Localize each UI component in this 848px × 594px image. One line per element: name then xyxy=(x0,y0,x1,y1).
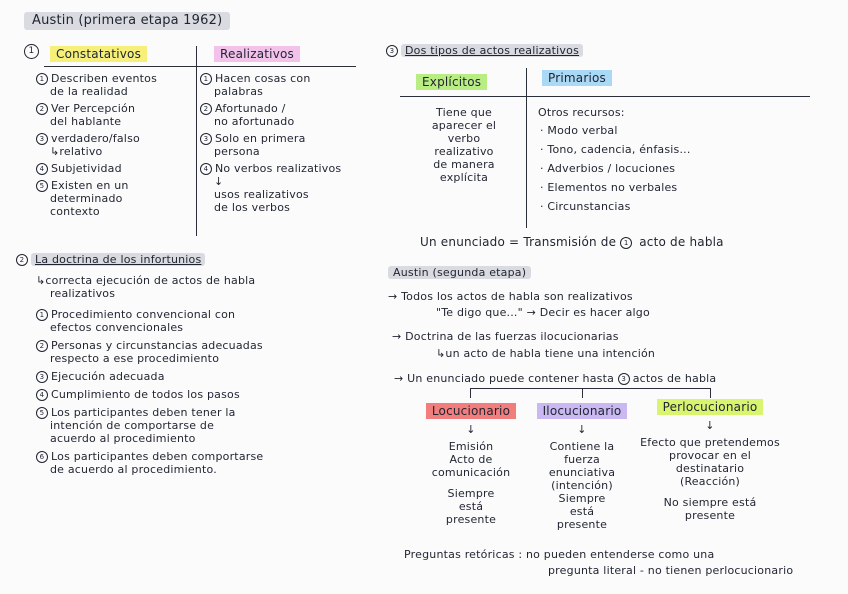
number-marker: 4 xyxy=(200,163,212,175)
primarios-list xyxy=(540,124,691,219)
number-marker: 3 xyxy=(36,371,48,383)
explicitos-line: aparecer el xyxy=(431,119,497,132)
col-header-constatativos: Constatativos xyxy=(50,46,147,62)
constatativo-item-line xyxy=(36,72,196,85)
act-desc-line: comunicación xyxy=(431,466,511,479)
section2-title: 2 La doctrina de los infortunios xyxy=(16,253,205,266)
perlocucionario-column xyxy=(640,396,780,522)
realizativo-item-line: usos realizativos xyxy=(214,188,309,201)
tree-vline-2 xyxy=(582,388,583,398)
number-marker: 4 xyxy=(36,389,48,401)
s4-line3: → Doctrina de las fuerzas ilocucionarias xyxy=(392,330,619,343)
constatativo-item xyxy=(36,72,196,98)
constatativo-item xyxy=(36,179,196,218)
primarios-item: · Elementos no verbales xyxy=(540,181,678,194)
realizativo-item-line: de los verbos xyxy=(214,201,291,214)
constatativo-item-line: ↳relativo xyxy=(50,145,103,158)
infortunio-item-text: Cumplimiento de todos los pasos xyxy=(51,388,240,401)
explicitos-line: de manera xyxy=(433,158,495,171)
infortunio-item-line: intención de comportarse de xyxy=(50,419,215,432)
constatativo-item-text: Subjetividad xyxy=(51,162,122,175)
act-label-2: Perlocucionario xyxy=(657,399,764,415)
s4-line1: → Todos los actos de habla son realizativos xyxy=(388,290,633,303)
constatativo-item xyxy=(36,102,196,128)
doctrina-list xyxy=(36,308,366,481)
primarios-item: · Tono, cadencia, énfasis... xyxy=(540,143,691,156)
number-marker: 2 xyxy=(36,340,48,352)
infortunio-item-line xyxy=(36,406,366,419)
number-marker: 1 xyxy=(200,73,212,85)
constatativo-item-text: verdadero/falso xyxy=(51,132,140,145)
col-header-realizativos: Realizativos xyxy=(214,46,300,62)
section4-title: Austin (segunda etapa) xyxy=(388,266,531,279)
act-desc-line: Siempre xyxy=(558,492,606,505)
down-arrow: ↓ xyxy=(705,419,715,432)
constatativo-item-line xyxy=(36,102,196,115)
act-desc-line: No siempre está xyxy=(663,496,757,509)
act-desc-line: Acto de xyxy=(449,453,493,466)
explicitos-line: explícita xyxy=(439,171,489,184)
constatativo-item-line xyxy=(36,179,196,192)
page-title: Austin (primera etapa 1962) xyxy=(24,12,230,30)
realizativo-item xyxy=(200,102,360,128)
number-marker: 5 xyxy=(36,407,48,419)
section3-hline xyxy=(400,96,810,97)
section3-vline xyxy=(526,68,527,228)
s4-line5: → Un enunciado puede contener hasta 3 actos de habla xyxy=(394,372,717,385)
explicitos-line: verbo xyxy=(447,132,481,145)
ilocucionario-column xyxy=(522,400,642,531)
down-arrow: ↓ xyxy=(466,423,476,436)
act-label-0: Locucionario xyxy=(426,403,516,419)
realizativo-item xyxy=(200,132,360,158)
act-desc-line: Siempre xyxy=(447,487,495,500)
realizativo-item-text: Afortunado / xyxy=(215,102,286,115)
doctrina-intro-line: ↳correcta ejecución de actos de habla xyxy=(36,274,256,287)
constatativo-item-text: Describen eventos xyxy=(51,72,158,85)
act-desc-line: está xyxy=(569,505,595,518)
infortunio-item-line: acuerdo al procedimiento xyxy=(50,432,196,445)
infortunio-item xyxy=(36,339,366,365)
infortunio-item-line: efectos convencionales xyxy=(50,321,184,334)
explicitos-line: Tiene que xyxy=(436,106,492,119)
infortunio-item-text: Personas y circunstancias adecuadas xyxy=(51,339,263,352)
realizativo-item-line xyxy=(200,132,360,145)
realizativo-item-line: palabras xyxy=(214,85,264,98)
s4-line4: ↳un acto de habla tiene una intención xyxy=(436,347,656,360)
section3-footer: Un enunciado = Transmisión de 1 acto de habla xyxy=(420,235,724,249)
locucionario-column xyxy=(406,400,536,526)
doctrina-intro-line: realizativos xyxy=(50,287,116,300)
col-header-primarios: Primarios xyxy=(542,70,612,86)
infortunio-item xyxy=(36,450,366,476)
constatativo-item-line: de la realidad xyxy=(50,85,128,98)
infortunio-item-line: de acuerdo al procedimiento. xyxy=(50,463,217,476)
realizativo-item-line: persona xyxy=(214,145,260,158)
section1-vline xyxy=(196,46,197,236)
realizativo-item xyxy=(200,162,360,214)
realizativo-item-line xyxy=(200,72,360,85)
primarios-item: · Circunstancias xyxy=(540,200,631,213)
number-marker: 5 xyxy=(36,180,48,192)
number-marker: 2 xyxy=(200,103,212,115)
realizativo-item-text: No verbos realizativos xyxy=(215,162,342,175)
tree-vline-1 xyxy=(470,388,471,398)
act-desc-line xyxy=(406,479,536,487)
s4-line2: "Te digo que..." → Decir es hacer algo xyxy=(436,306,650,319)
infortunio-item-text: Ejecución adecuada xyxy=(51,370,165,383)
act-desc-line: Emisión xyxy=(448,440,494,453)
constatativo-item-line: determinado xyxy=(50,192,123,205)
constatativos-list xyxy=(36,72,196,222)
constatativo-item xyxy=(36,162,196,175)
realizativo-item-line xyxy=(200,162,360,175)
act-desc-line: Efecto que pretendemos xyxy=(640,436,780,449)
infortunio-item-line xyxy=(36,339,366,352)
infortunio-item-line: respecto a ese procedimiento xyxy=(50,352,220,365)
section3-title: 3 Dos tipos de actos realizativos xyxy=(386,44,583,57)
act-desc-line: fuerza xyxy=(564,453,600,466)
number-marker: 1 xyxy=(36,309,48,321)
constatativo-item-text: Existen en un xyxy=(51,179,129,192)
realizativo-item-line: ↓ xyxy=(214,175,224,188)
act-desc-line: provocar en el xyxy=(669,449,751,462)
act-desc-line: destinatario xyxy=(675,462,745,475)
s4-footer-line1: Preguntas retóricas : no pueden entenderse como una xyxy=(404,548,715,561)
explicitos-text xyxy=(408,106,520,184)
infortunio-item-text: Procedimiento convencional con xyxy=(51,308,236,321)
act-desc-line: presente xyxy=(445,513,497,526)
realizativo-item-text: Hacen cosas con xyxy=(215,72,311,85)
number-marker: 6 xyxy=(36,451,48,463)
col-header-explicitos: Explícitos xyxy=(416,74,487,90)
constatativo-item-line xyxy=(36,162,196,175)
number-marker: 3 xyxy=(36,133,48,145)
primarios-head: Otros recursos: xyxy=(538,106,625,119)
act-desc-line: Contiene la xyxy=(549,440,615,453)
constatativo-item xyxy=(36,132,196,158)
number-marker: 1 xyxy=(36,73,48,85)
number-marker: 4 xyxy=(36,163,48,175)
down-arrow: ↓ xyxy=(577,423,587,436)
constatativo-item-text: Ver Percepción xyxy=(51,102,136,115)
act-desc-line: presente xyxy=(556,518,608,531)
section1-hline xyxy=(44,66,356,67)
realizativo-item-text: Solo en primera xyxy=(215,132,306,145)
constatativo-item-line: del hablante xyxy=(50,115,122,128)
infortunio-item xyxy=(36,370,366,383)
infortunio-item-line xyxy=(36,308,366,321)
act-desc-line: (intención) xyxy=(551,479,613,492)
infortunio-item xyxy=(36,388,366,401)
realizativo-item xyxy=(200,72,360,98)
section1-number: 1 xyxy=(24,44,42,59)
realizativo-item-line xyxy=(200,102,360,115)
s4-footer-line2: pregunta literal - no tienen perlocucionario xyxy=(548,564,794,577)
doctrina-intro xyxy=(36,274,255,300)
number-marker: 3 xyxy=(200,133,212,145)
infortunio-item xyxy=(36,308,366,334)
constatativo-item-line xyxy=(36,132,196,145)
infortunio-item-line xyxy=(36,450,366,463)
act-desc-line: (Reacción) xyxy=(679,475,741,488)
primarios-item: · Adverbios / locuciones xyxy=(540,162,676,175)
explicitos-line: realizativo xyxy=(434,145,494,158)
act-desc-line: está xyxy=(458,500,484,513)
act-desc-line xyxy=(640,488,780,496)
infortunio-item-line xyxy=(36,388,366,401)
realizativo-item-line: no afortunado xyxy=(214,115,295,128)
infortunio-item xyxy=(36,406,366,445)
act-desc-line: presente xyxy=(684,509,736,522)
tree-hline xyxy=(470,388,710,389)
act-label-1: Ilocucionario xyxy=(537,403,628,419)
infortunio-item-text: Los participantes deben comportarse xyxy=(51,450,264,463)
infortunio-item-text: Los participantes deben tener la xyxy=(51,406,236,419)
infortunio-item-line xyxy=(36,370,366,383)
realizativos-list xyxy=(200,72,360,218)
act-desc-line: enunciativa xyxy=(548,466,616,479)
constatativo-item-line: contexto xyxy=(50,205,100,218)
primarios-item: · Modo verbal xyxy=(540,124,618,137)
number-marker: 2 xyxy=(36,103,48,115)
